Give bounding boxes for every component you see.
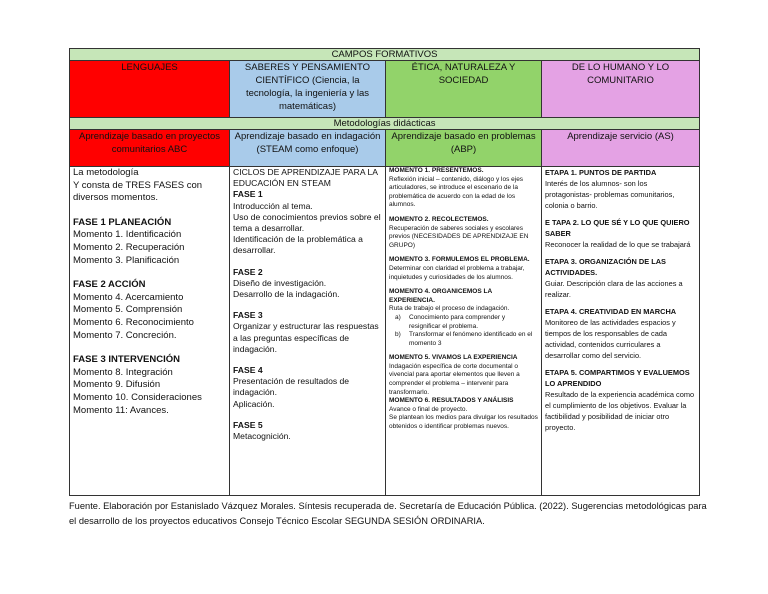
abc-intro-2: Y consta de TRES FASES con diversos momentos. (73, 179, 203, 204)
abp-item-a-text: Conocimiento para comprender y resignificar el problema. (409, 313, 506, 330)
abc-intro-1: La metodología (73, 167, 139, 178)
as-etapa-3-desc: Guiar. Descripción clara de las acciones a realizar. (545, 279, 683, 299)
steam-fase-2: FASE 2 (233, 266, 263, 277)
abp-momento-6-desc: Avance o final de proyecto. (389, 405, 468, 413)
abc-fase-1: FASE 1 PLANEACIÓN (73, 216, 172, 228)
abc-fase-3: FASE 3 INTERVENCIÓN (73, 354, 180, 366)
metodologia-steam: Aprendizaje basado en indagación (STEAM como enfoque) (230, 130, 386, 167)
steam-fase-2-a: Diseño de investigación. (233, 277, 327, 288)
abc-momento-3: Momento 3. Planificación (73, 254, 180, 266)
abp-momento-4-title: MOMENTO 4. ORGANICEMOS LA EXPERIENCIA. (389, 288, 492, 304)
as-etapa-2-desc: Reconocer la realidad de lo que se trabajará (545, 240, 691, 249)
abp-item-b-text: Transformar el fenómeno identificado en el momento 3 (409, 331, 533, 347)
steam-fase-1-b: Uso de conocimientos previos sobre el tema a desarrollar. (233, 211, 381, 234)
steam-fase-3: FASE 3 (233, 310, 263, 321)
metodologias-header: Metodologías didácticas (70, 118, 700, 130)
as-etapa-3-title: ETAPA 3. ORGANIZACIÓN DE LAS ACTIVIDADES. (545, 257, 666, 277)
campos-header: CAMPOS FORMATIVOS (70, 49, 700, 61)
abc-momento-11: Momento 11: Avances. (73, 404, 169, 416)
metodologia-abp: Aprendizaje basado en problemas (ABP) (386, 130, 542, 167)
steam-fase-4-b: Aplicación. (233, 398, 275, 409)
campo-humano: DE LO HUMANO Y LO COMUNITARIO (542, 61, 700, 118)
abc-momento-10: Momento 10. Consideraciones (73, 391, 202, 403)
abp-momento-1-desc: Reflexión inicial – contenido, diálogo y los ejes articuladores, se introduce el escenario de la problemática de acuerdo con la edad de los alumnos. (389, 175, 524, 209)
abp-momento-6-title: MOMENTO 6. RESULTADOS Y ANÁLISIS (389, 397, 514, 405)
steam-fase-5: FASE 5 (233, 419, 263, 430)
as-etapa-4-desc: Monitoreo de las actividades espacios y tiempos de los responsables de cada actividad, contenidos curriculares a desarrollar como del servicio. (545, 318, 676, 360)
steam-fase-5-a: Metacognición. (233, 431, 291, 442)
as-detail-cell (542, 167, 700, 496)
abp-momento-3-title: MOMENTO 3. FORMULEMOS EL PROBLEMA. (389, 256, 530, 264)
campo-lenguajes: LENGUAJES (70, 61, 230, 118)
abp-momento-4-item-a (389, 314, 538, 331)
abp-momento-3-desc: Determinar con claridad el problema a trabajar, inquietudes y curiosidades de los alumnos. (389, 264, 525, 281)
abc-momento-1: Momento 1. Identificación (73, 229, 182, 241)
abp-momento-2-desc: Recuperación de saberes sociales y escolares previos (NECESIDADES DE APRENDIZAJE EN GRUPO) (389, 224, 529, 249)
as-etapa-1-desc: Interés de los alumnos- son los protagonistas- problemas comunitarios, colonia o barrio. (545, 179, 675, 210)
campo-etica: ÉTICA, NATURALEZA Y SOCIEDAD (386, 61, 542, 118)
abp-momento-6-extra: Se plantean los medios para divulgar los resultados obtenidos o identificar problemas nuevos. (389, 414, 538, 431)
steam-intro: CICLOS DE APRENDIZAJE PARA LA EDUCACIÓN EN STEAM (233, 167, 378, 189)
metodologia-as: Aprendizaje servicio (AS) (542, 130, 700, 167)
abc-detail-cell (70, 167, 230, 496)
abc-momento-6: Momento 6. Reconocimiento (73, 316, 194, 328)
as-etapa-2-title: E TAPA 2. LO QUE SÉ Y LO QUE QUIERO SABER (545, 218, 690, 238)
as-etapa-5-title: ETAPA 5. COMPARTIMOS Y EVALUEMOS LO APRENDIDO (545, 368, 690, 388)
abc-momento-8: Momento 8. Integración (73, 366, 173, 378)
as-etapa-4-title: ETAPA 4. CREATIVIDAD EN MARCHA (545, 307, 677, 316)
abp-detail-cell (386, 167, 542, 496)
steam-fase-1-c: Identificación de la problemática a desarrollar. (233, 234, 363, 256)
abp-item-a-label: a) (395, 313, 401, 321)
campos-formativos-table (69, 48, 700, 496)
steam-detail-cell (230, 167, 386, 496)
steam-fase-4-a: Presentación de resultados de indagación. (233, 376, 350, 398)
steam-fase-2-b: Desarrollo de la indagación. (233, 289, 340, 300)
abc-momento-9: Momento 9. Difusión (73, 379, 161, 391)
abp-momento-5-title: MOMENTO 5. VIVAMOS LA EXPERIENCIA (389, 354, 518, 362)
abp-momento-5-desc: Indagación específica de corte documental o vivencial para aportar elementos que lleven a comprender el problema – intervenir para transformarlo. (389, 362, 520, 396)
metodologia-abc: Aprendizaje basado en proyectos comunitarios ABC (70, 130, 230, 167)
steam-fase-1-a: Introducción al tema. (233, 200, 313, 211)
abc-momento-2: Momento 2. Recuperación (73, 241, 185, 253)
steam-fase-3-a: Organizar y estructurar las respuestas a las preguntas específicas de indagación. (233, 321, 379, 354)
abp-item-b-label: b) (395, 331, 401, 339)
campo-saberes: SABERES Y PENSAMIENTO CIENTÍFICO (Ciencia, la tecnología, la ingeniería y las matemáticas) (230, 61, 386, 118)
abc-momento-7: Momento 7. Concreción. (73, 329, 177, 341)
as-etapa-1-title: ETAPA 1. PUNTOS DE PARTIDA (545, 168, 657, 177)
steam-fase-1: FASE 1 (233, 189, 263, 200)
abp-momento-4-desc: Ruta de trabajo el proceso de indagación. (389, 305, 510, 313)
abc-momento-4: Momento 4. Acercamiento (73, 291, 184, 303)
source-footnote: Fuente. Elaboración por Estanislado Vázquez Morales. Síntesis recuperada de. Secretaría de Educación Pública. (2022). Sugerencias metodológicas para el desarrollo de los proyectos educativos Consejo Técnico Escolar SEGUNDA SESIÓN ORDINARIA. (69, 501, 707, 526)
steam-fase-4: FASE 4 (233, 365, 263, 376)
as-etapa-5-desc: Resultado de la experiencia académica como el cumplimiento de los objetivos. Evaluar la factibilidad y posibilidad de iniciar otro proyecto. (545, 390, 695, 432)
abp-momento-4-item-b (389, 331, 538, 348)
abp-momento-1-title: MOMENTO 1. PRESENTEMOS. (389, 167, 484, 174)
abc-momento-5: Momento 5. Comprensión (73, 304, 183, 316)
abp-momento-2-title: MOMENTO 2. RECOLECTEMOS. (389, 215, 489, 223)
abc-fase-2: FASE 2 ACCIÓN (73, 279, 146, 291)
